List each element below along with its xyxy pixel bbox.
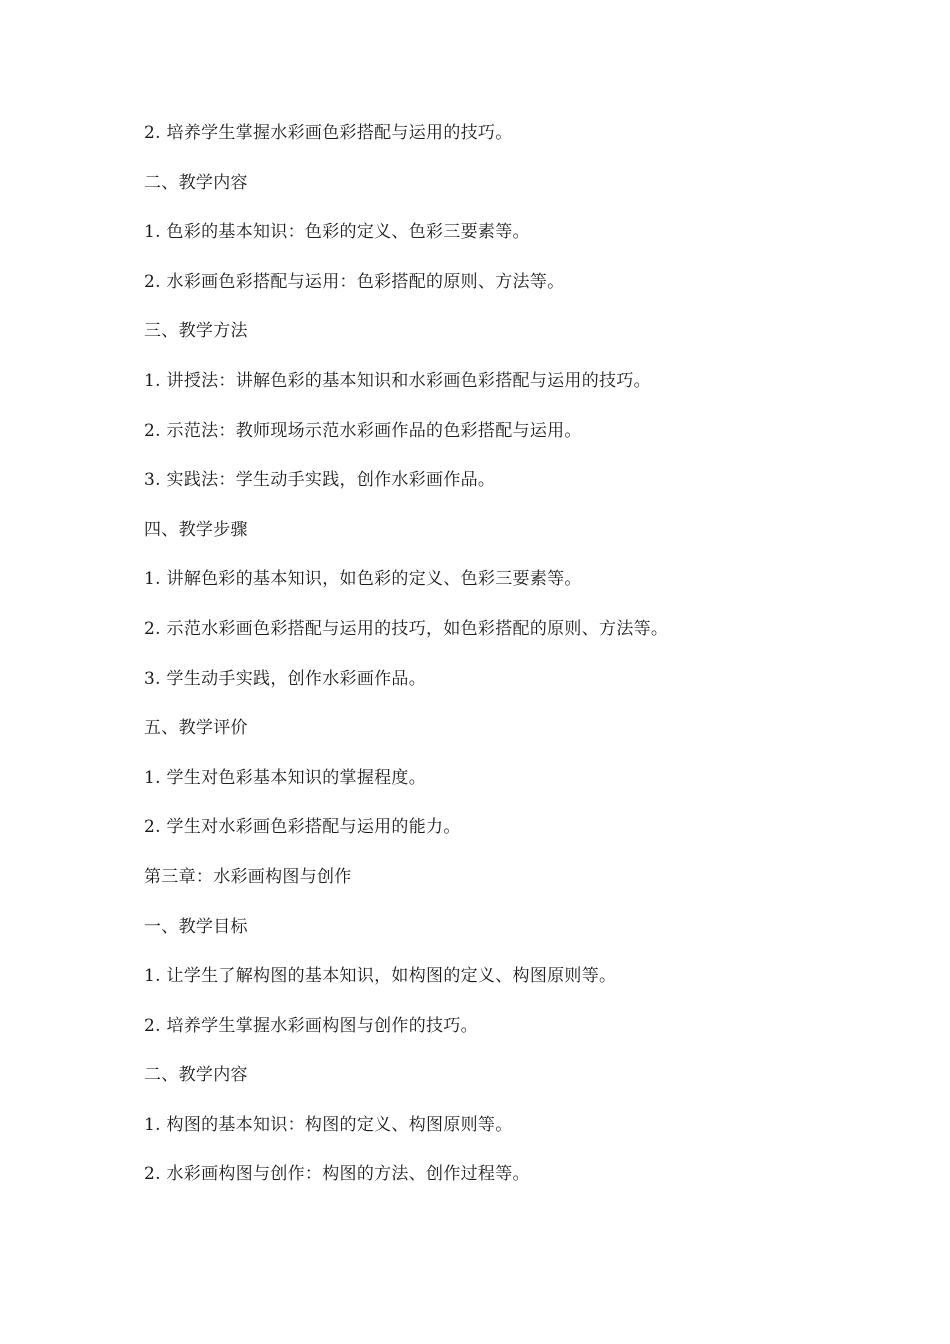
section-heading: 五、教学评价 (144, 718, 248, 739)
list-item: 2. 学生对水彩画色彩搭配与运用的能力。 (144, 817, 461, 838)
section-heading: 四、教学步骤 (144, 519, 248, 540)
list-item: 1. 讲授法：讲解色彩的基本知识和水彩画色彩搭配与运用的技巧。 (144, 370, 651, 391)
section-heading: 二、教学内容 (144, 1065, 248, 1086)
document-body (144, 121, 824, 1212)
list-item: 3. 实践法：学生动手实践，创作水彩画作品。 (144, 470, 496, 491)
list-item: 2. 培养学生掌握水彩画构图与创作的技巧。 (144, 1015, 478, 1036)
list-item: 1. 构图的基本知识：构图的定义、构图原则等。 (144, 1114, 513, 1135)
list-item: 2. 水彩画色彩搭配与运用：色彩搭配的原则、方法等。 (144, 271, 565, 292)
list-item: 2. 水彩画构图与创作：构图的方法、创作过程等。 (144, 1164, 530, 1185)
list-item: 3. 学生动手实践，创作水彩画作品。 (144, 668, 427, 689)
list-item: 1. 讲解色彩的基本知识，如色彩的定义、色彩三要素等。 (144, 569, 582, 590)
section-heading: 三、教学方法 (144, 321, 248, 342)
section-heading: 二、教学内容 (144, 172, 248, 193)
list-item: 2. 示范法：教师现场示范水彩画作品的色彩搭配与运用。 (144, 420, 582, 441)
section-heading: 一、教学目标 (144, 916, 248, 937)
list-item: 2. 培养学生掌握水彩画色彩搭配与运用的技巧。 (144, 123, 513, 143)
list-item: 1. 色彩的基本知识：色彩的定义、色彩三要素等。 (144, 222, 530, 243)
list-item: 2. 示范水彩画色彩搭配与运用的技巧，如色彩搭配的原则、方法等。 (144, 618, 669, 639)
chapter-heading: 第三章：水彩画构图与创作 (144, 866, 352, 887)
list-item: 1. 学生对色彩基本知识的掌握程度。 (144, 767, 427, 788)
list-item: 1. 让学生了解构图的基本知识，如构图的定义、构图原则等。 (144, 966, 617, 987)
